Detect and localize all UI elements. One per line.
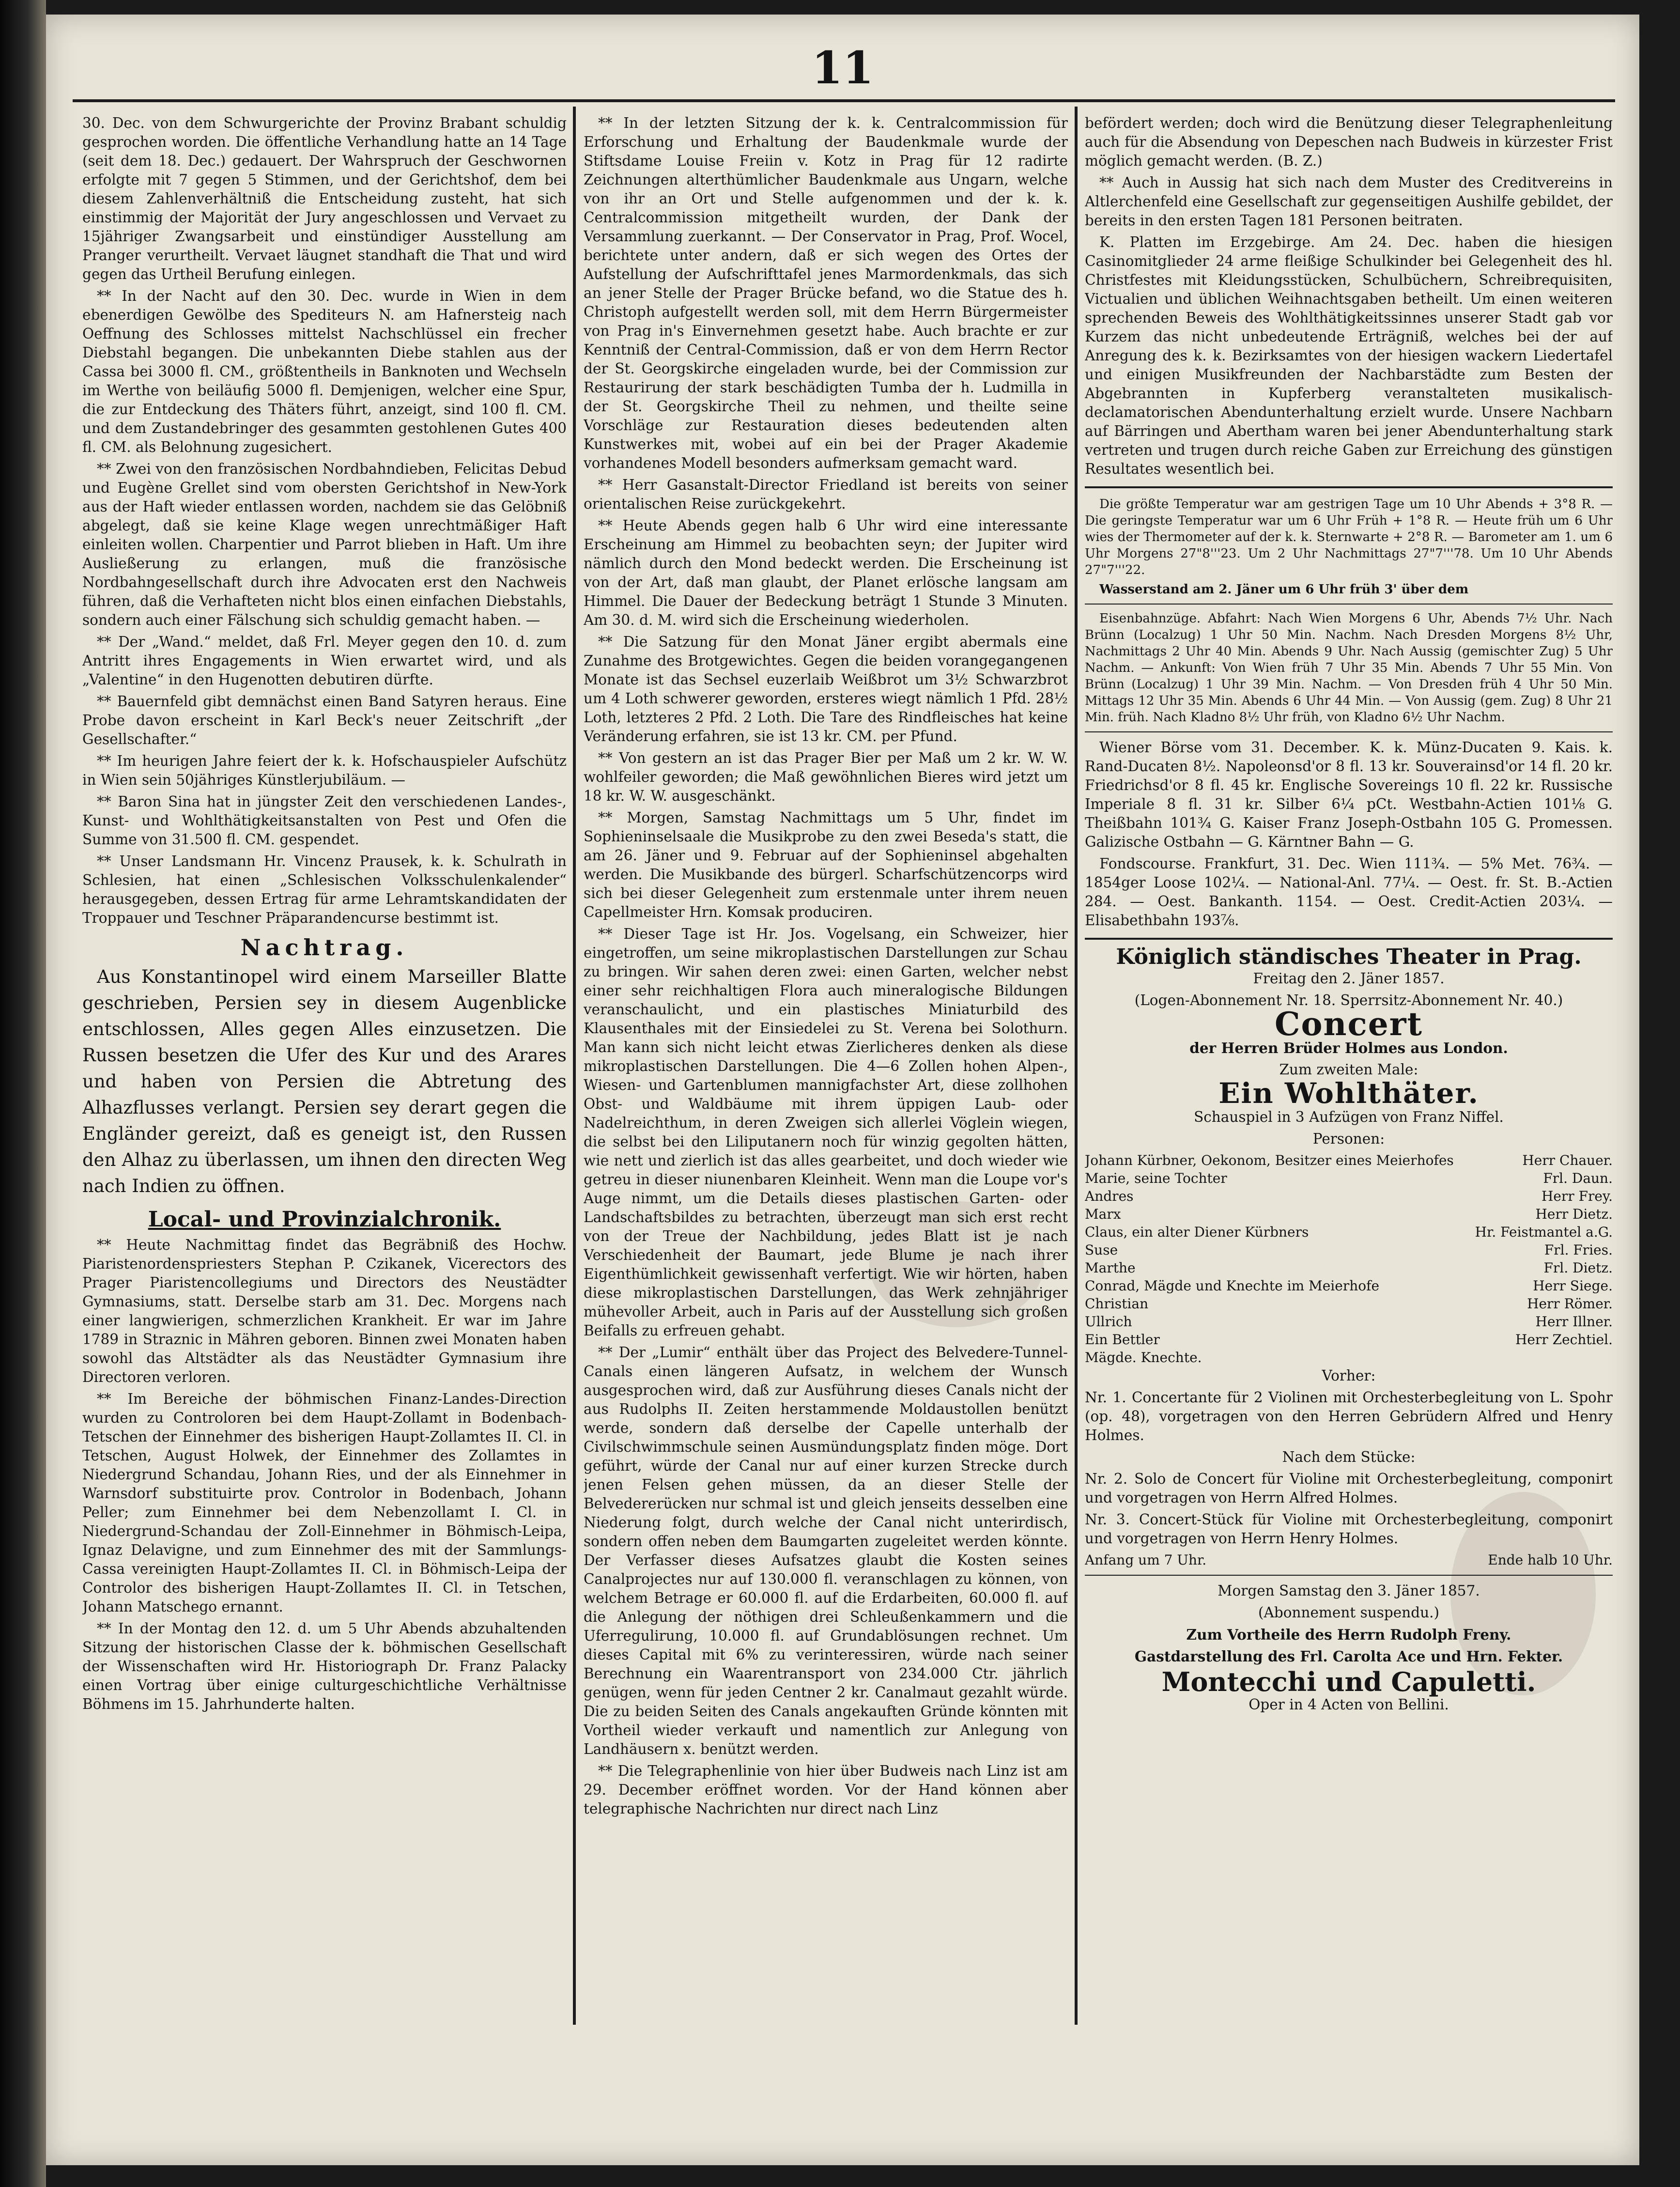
cast-actor: Herr Siege.	[1533, 1278, 1613, 1294]
cast-row	[1085, 1313, 1613, 1331]
column-2	[584, 114, 1068, 2027]
performers: der Herren Brüder Holmes aus London.	[1189, 1039, 1508, 1056]
cast-row	[1085, 1259, 1613, 1277]
article-paragraph: ** Im Bereiche der böhmischen Finanz-Landes-Direction wurden zu Controloren bei dem Haupt-Zollamt in Bodenbach-Tetschen der Einnehmer des bisherigen Haupt-Zollamtes II. Cl. in Tetschen, August Holwek, der Einnehmer des Zollamtes in Niedergrund Schandau, Johann Ries, und der als Einnehmer in Warnsdorf substituirte prov. Controlor in Bodenbach, Johann Peller; zum Einnehmer bei dem Nebenzollamt I. Cl. in Niedergrund-Schandau der Zoll-Einnehmer in Böhmisch-Leipa, Ignaz Delavigne, und zum Einnehmer des mit der Sammlungs-Cassa vereinigten Haupt-Zollamtes II. Cl. in Böhmisch-Leipa der Controlor des bisherigen Haupt-Zollamtes II. Cl. in Tetschen, Johann Matschego ernannt.	[82, 1391, 567, 1615]
nachtrag-paragraph: Aus Konstantinopel wird einem Marseiller Blatte geschrieben, Persien sey in diesem Augenblicke entschlossen, Alles gegen Alles einzusetzen. Die Russen besetzen die Ufer des Kur und des Arares und haben von Persien die Abtretung des Alhazflusses verlangt. Persien sey derart gegen die Engländer gereizt, daß es geneigt ist, den Russen den Alhaz zu überlassen, um ihnen den directen Weg nach Indien zu öffnen.	[82, 966, 567, 1196]
cast-actor: Herr Illner.	[1535, 1314, 1613, 1330]
cast-actor: Hr. Feistmantel a.G.	[1475, 1224, 1613, 1240]
page-number: 11	[811, 42, 874, 94]
article-paragraph: befördert werden; doch wird die Benützung dieser Telegraphenleitung auch für die Absendung von Depeschen nach Budweis in kürzester Frist möglich gemacht werden. (B. Z.)	[1085, 115, 1613, 169]
theatre-title: Königlich ständisches Theater in Prag.	[1116, 945, 1582, 969]
theatre-abonnement: (Logen-Abonnement Nr. 18. Sperrsitz-Abonnement Nr. 40.)	[1134, 992, 1563, 1008]
theatre-date: Freitag den 2. Jäner 1857.	[1253, 970, 1445, 987]
article-paragraph: ** Zwei von den französischen Nordbahndieben, Felicitas Debud und Eugène Grellet sind vom obersten Gerichtshof in New-York aus der Haft wieder entlassen worden, nachdem sie das Gelöbniß abgelegt, daß sie keine Klage wegen unrechtmäßiger Haft einleiten wollen. Charpentier und Parrot blieben in Haft. Um ihre Ausließerung zu erlangen, muß die französische Nordbahngesellschaft durch ihre Advocaten erst den Nachweis führen, daß die Verhafteten nicht blos einen einfachen Diebstahls, sondern auch einer Fälschung sich schuldig gemacht haben. —	[82, 461, 567, 628]
after-heading: Nach dem Stücke:	[1282, 1449, 1416, 1465]
article-paragraph: ** Morgen, Samstag Nachmittags um 5 Uhr, findet im Sophieninselsaale die Musikprobe zu den zwei Beseda's statt, die am 26. Jäner und 9. Februar auf der Sophieninsel abgehalten werden. Die Musikbande des bürgerl. Scharfschützencorps wird sich bei dieser Gelegenheit zum erstenmale unter ihrem neuen Capellmeister Hrn. Komsak produciren.	[584, 809, 1068, 920]
cast-role: Marthe	[1085, 1260, 1136, 1276]
article-paragraph: ** Der „Lumir“ enthält über das Project des Belvedere-Tunnel-Canals einen längeren Aufsatz, in welchem der Wunsch ausgesprochen wird, daß zur Ausführung dieses Canals nicht der aus Rudolphs II. Zeiten herstammende Moldaustollen benützt werde, sondern daß derselbe der Capelle unterhalb der Civilschwimmschule seinen Ausmündungsplatz finden möge. Dort geführt, würde der Canal nur auf einer kurzen Strecke durch jenen Felsen gehen müssen, da an dieser Stelle der Belvedererücken nur schmal ist und gleich jenseits desselben eine Niederung folgt, durch welche der Canal nicht unterirdisch, sondern offen neben dem Baumgarten zugeleitet werden könnte. Der Verfasser dieses Aufsatzes glaubt die Kosten seines Canalprojectes nur auf 130.000 fl. veranschlagen zu können, von welchem Betrage er 60.000 fl. auf die Erdarbeiten, 60.000 fl. auf die Anlegung der nöthigen drei Schleußenkammern und die Uferregulirung, 10.000 fl. auf Grundablösungen rechnet. Um dieses Capital mit 6% zu verinteressiren, würde nach seiner Berechnung ein Waarentransport von 234.000 Ctr. jährlich genügen, wenn für jeden Centner 2 kr. Canalmaut gezahlt würde. Die zu beiden Seiten des Canals angekauften Gründe könnten mit Vortheil wieder verkauft und namentlich zur Anlegung von Landhäusern x. benützt werden.	[584, 1344, 1068, 1757]
fonds-courses: Fondscourse. Frankfurt, 31. Dec. Wien 111¾. — 5% Met. 76¾. — 1854ger Loose 102¼. — National-Anl. 77¼. — Oest. fr. St. B.-Actien 284. — Oest. Bankanth. 1154. — Oest. Credit-Actien 203¼. — Elisabethbahn 193⅞.	[1085, 855, 1613, 929]
cast-role: Marie, seine Tochter	[1085, 1170, 1227, 1186]
article-paragraph: ** Die Telegraphenlinie von hier über Budweis nach Linz ist am 29. December eröffnet worden. Vor der Hand können aber telegraphische Nachrichten nur direct nach Linz	[584, 1763, 1068, 1817]
cast-role: Ullrich	[1085, 1314, 1132, 1330]
cast-row	[1085, 1241, 1613, 1259]
column-divider	[1075, 107, 1078, 2025]
cast-row	[1085, 1151, 1613, 1169]
column-1	[82, 114, 567, 2027]
start-end-times	[1085, 1551, 1613, 1569]
article-paragraph: ** Heute Nachmittag findet das Begräbniß des Hochw. Piaristenordenspriesters Stephan P. Czikanek, Vicerectors des Prager Piaristencollegiums und Directors des Neustädter Gymnasiums, statt. Derselbe starb am 31. Dec. Morgens nach einer langwierigen, schmerzlichen Krankheit. Er war im Jahre 1789 in Straznic in Mähren geboren. Binnen zwei Monaten haben sowohl das Altstädter als das Neustädter Gymnasium ihre Directoren verloren.	[82, 1237, 567, 1385]
article-paragraph: ** Heute Abends gegen halb 6 Uhr wird eine interessante Erscheinung am Himmel zu beobachten seyn; der Jupiter wird nämlich durch den Mond bedeckt werden. Die Erscheinung ist von der Art, daß man glaubt, der Planet erlösche langsam am Himmel. Die Dauer der Bedeckung beträgt 1 Stunde 3 Minuten. Am 30. d. M. wird sich die Erscheinung wiederholen.	[584, 517, 1068, 628]
local-chronicle-heading: Local- und Provinzialchronik.	[148, 1207, 501, 1232]
cast-actor: Herr Chauer.	[1522, 1152, 1613, 1168]
article-paragraph: ** Der „Wand.“ meldet, daß Frl. Meyer gegen den 10. d. zum Antritt ihres Engagements in Wien erwartet wird, und als „Valentine“ in den Hugenotten debutiren dürfte.	[82, 634, 567, 688]
before-heading: Vorher:	[1322, 1367, 1376, 1384]
cast-row	[1085, 1205, 1613, 1223]
second-time-note: Zum zweiten Male:	[1279, 1061, 1418, 1078]
vienna-stock-exchange: Wiener Börse vom 31. December. K. k. Münz-Ducaten 9. Kais. k. Rand-Ducaten 8½. Napoleonsd'or 8 fl. 13 kr. Souverainsd'or 14 fl. 20 kr. Friedrichsd'or 8 fl. 45 kr. Englische Sovereings 10 fl. 22 kr. Russische Imperiale 8 fl. 31 kr. Silber 6¼ pCt. Westbahn-Actien 101⅛ G. Theißbahn 101¾ G. Kaiser Franz Joseph-Ostbahn 105 G. Promessen. Galizische Ostbahn — G. Kärntner Bahn — G.	[1085, 739, 1613, 850]
opera-title: Montecchi und Capuletti.	[1161, 1666, 1536, 1697]
concert-programme	[1085, 1366, 1613, 1569]
cast-role: Andres	[1085, 1188, 1134, 1204]
section-rule	[1085, 604, 1613, 605]
article-paragraph: ** In der Montag den 12. d. um 5 Uhr Abends abzuhaltenden Sitzung der historischen Classe der k. böhmischen Gesellschaft der Wissenschaften wird Hr. Historiograph Dr. Franz Palacky einen Vortrag über einige culturgeschichtliche Verhältnisse Böhmens im 15. Jahrhunderte halten.	[82, 1620, 567, 1712]
article-paragraph: 30. Dec. von dem Schwurgerichte der Provinz Brabant schuldig gesprochen worden. Die öffentliche Verhandlung hatte an 14 Tage (seit dem 18. Dec.) gedauert. Der Wahrspruch der Geschwornen erfolgte mit 7 gegen 5 Stimmen, und der Gerichtshof, dem bei diesem Zahlenverhältniß die Entscheidung zusteht, hat sich einstimmig der Majorität der Jury angeschlossen und Vervaet zu 15jähriger Zwangsarbeit und einstündiger Ausstellung am Pranger verurtheilt. Vervaet läugnet standhaft die That und wird gegen das Urtheil Berufung einlegen.	[82, 115, 567, 282]
abonnement-suspended: (Abonnement suspendu.)	[1258, 1604, 1439, 1621]
cast-actor: Herr Zechtiel.	[1515, 1332, 1613, 1348]
article-paragraph: ** Von gestern an ist das Prager Bier per Maß um 2 kr. W. W. wohlfeiler geworden; die Maß gewöhnlichen Bieres wird jetzt um 18 kr. W. W. ausgeschänkt.	[584, 750, 1068, 804]
cast-role: Mägde. Knechte.	[1085, 1349, 1202, 1365]
column-divider	[573, 107, 576, 2025]
cast-role: Christian	[1085, 1296, 1149, 1312]
concert-heading: Concert	[1275, 1005, 1423, 1043]
cast-row	[1085, 1187, 1613, 1205]
cast-row	[1085, 1277, 1613, 1295]
nachtrag-heading: Nachtrag.	[240, 934, 409, 961]
section-rule	[1085, 1575, 1613, 1576]
cast-row	[1085, 1331, 1613, 1349]
benefit-note: Zum Vortheile des Herrn Rudolph Freny.	[1186, 1626, 1511, 1643]
opera-subtitle: Oper in 4 Acten von Bellini.	[1248, 1696, 1449, 1713]
cast-actor: Frl. Daun.	[1543, 1170, 1613, 1186]
cast-row	[1085, 1223, 1613, 1241]
start-time: Anfang um 7 Uhr.	[1085, 1552, 1207, 1568]
cast-actor: Herr Frey.	[1541, 1188, 1613, 1204]
cast-heading: Personen:	[1312, 1131, 1385, 1147]
article-paragraph: ** Bauernfeld gibt demnächst einen Band Satyren heraus. Eine Probe davon erscheint in Karl Beck's neuer Zeitschrift „der Gesellschafter.“	[82, 693, 567, 747]
cast-role: Johann Kürbner, Oekonom, Besitzer eines Meierhofes	[1085, 1152, 1454, 1168]
article-paragraph: ** Unser Landsmann Hr. Vincenz Prausek, k. k. Schulrath in Schlesien, hat einen „Schlesischen Volksschulenkalender“ herausgegeben, dessen Ertrag für arme Lehramtskandidaten der Troppauer und Teschner Präparandencurse bestimmt ist.	[82, 853, 567, 926]
programme-item: Nr. 2. Solo de Concert für Violine mit Orchesterbegleitung, componirt und vorgetragen von Herrn Alfred Holmes.	[1085, 1471, 1613, 1506]
article-paragraph: ** Auch in Aussig hat sich nach dem Muster des Creditvereins in Altlerchenfeld eine Gesellschaft zur gegenseitigen Aushilfe gebildet, der bereits in den ersten Tagen 181 Personen beitraten.	[1085, 174, 1613, 229]
cast-actor: Herr Dietz.	[1535, 1206, 1613, 1222]
section-rule	[1085, 938, 1613, 940]
play-title: Ein Wohlthäter.	[1218, 1077, 1479, 1110]
article-paragraph: ** Baron Sina hat in jüngster Zeit den verschiedenen Landes-, Kunst- und Wohlthätigkeitsanstalten von Pest und Ofen die Summe von 31.500 fl. CM. gespendet.	[82, 793, 567, 848]
cast-row	[1085, 1295, 1613, 1313]
section-rule	[1085, 731, 1613, 732]
end-time: Ende halb 10 Uhr.	[1488, 1552, 1613, 1568]
cast-row	[1085, 1349, 1613, 1366]
newspaper-page	[46, 15, 1639, 2165]
water-level: Wasserstand am 2. Jäner um 6 Uhr früh 3' über dem	[1099, 582, 1469, 597]
cast-role: Claus, ein alter Diener Kürbners	[1085, 1224, 1309, 1240]
programme-item: Nr. 1. Concertante für 2 Violinen mit Orchesterbegleitung von L. Spohr (op. 48), vorgetragen von den Herren Gebrüdern Alfred und Henry Holmes.	[1085, 1389, 1613, 1443]
cast-row	[1085, 1169, 1613, 1187]
nachtrag-section	[82, 964, 567, 1199]
cast-actor: Frl. Dietz.	[1543, 1260, 1613, 1276]
programme-item: Nr. 3. Concert-Stück für Violine mit Orchesterbegleitung, componirt und vorgetragen von Herrn Henry Holmes.	[1085, 1511, 1613, 1547]
article-paragraph: ** Dieser Tage ist Hr. Jos. Vogelsang, ein Schweizer, hier eingetroffen, um seine mikroplastischen Darstellungen zur Schau zu bringen. Wir sahen deren zwei: einen Garten, welcher nebst einer sehr reichhaltigen Flora auch mineralogische Bildungen veranschaulicht, und ein plastisches Miniaturbild des Klausenthales mit der Einsiedelei zu St. Verena bei Solothurn. Man kann sich nicht leicht etwas Zierlicheres denken als diese mikroplastischen Darstellungen. Die 4—6 Zollen hohen Alpen-, Wiesen- und Gartenblumen mannigfachster Art, diese zollhohen Obst- und Waldbäume mit ihrem üppigen Laub- oder Nadelreichthum, in deren Zweigen sich allerlei Vöglein wiegen, die selbst bei den Liliputanern noch für winzig gegolten hätten, wie nett und zierlich ist das alles gearbeitet, und doch wieder wie getreu in dieser niunenbaren Kleinheit. Wenn man die Loupe vor's Auge nimmt, um die Details dieses plastischen Garten- oder Landschaftsbildes zu betrachten, überzeugt man sich erst recht von der Treue der Nachbildung, jedes Blatt ist je nach Verschiedenheit der Baumart, jede Blume je nach ihrer Eigenthümlichkeit gewissenhaft verfertigt. Wie wir hörten, haben diese mikroplastischen Darstellungen, das Werk zehnjähriger mühevoller Arbeit, auch in Paris auf der Ausstellung sich großen Beifalls zu erfreuen gehabt.	[584, 926, 1068, 1339]
cast-list	[1085, 1151, 1613, 1366]
cast-actor: Herr Römer.	[1527, 1296, 1613, 1312]
cast-role: Suse	[1085, 1242, 1118, 1258]
article-paragraph: ** Die Satzung für den Monat Jäner ergibt abermals eine Zunahme des Brotgewichtes. Gegen die beiden vorangegangenen Monate ist das Sechsel euzerlaib Weißbrot um 3½ Schwarzbrot um 4 Loth schwerer geworden, ersteres wiegt nämlich 1 Pfd. 28½ Loth, letzteres 2 Pfd. 2 Loth. Die Tare des Rindfleisches hat keine Veränderung erfahren, sie ist 13 kr. CM. per Pfund.	[584, 634, 1068, 745]
weather-report: Die größte Temperatur war am gestrigen Tage um 10 Uhr Abends + 3°8 R. — Die geringste Temperatur war um 6 Uhr Früh + 1°8 R. — Heute früh um 6 Uhr wies der Thermometer auf der k. k. Sternwarte + 2°8 R. — Barometer am 1. um 6 Uhr Morgens 27"8'''23. Um 2 Uhr Nachmittags 27"7'''78. Um 10 Uhr Abends 27"7'''22.	[1085, 497, 1613, 577]
cast-role: Conrad, Mägde und Knechte im Meierhofe	[1085, 1278, 1380, 1294]
article-paragraph: ** Herr Gasanstalt-Director Friedland ist bereits von seiner orientalischen Reise zurückgekehrt.	[584, 477, 1068, 512]
cast-role: Marx	[1085, 1206, 1121, 1222]
railway-timetable: Eisenbahnzüge. Abfahrt: Nach Wien Morgens 6 Uhr, Abends 7½ Uhr. Nach Brünn (Localzug) 1 Uhr 50 Min. Nachm. Nach Dresden Morgens 8½ Uhr, Nachmittags 2 Uhr 40 Min. Abends 9 Uhr. Nach Aussig (gemischter Zug) 5 Uhr Nachm. — Ankunft: Von Wien früh 7 Uhr 35 Min. Abends 7 Uhr 55 Min. Von Brünn (Localzug) 1 Uhr 39 Min. Nachm. — Von Dresden früh 4 Uhr 50 Min. Mittags 12 Uhr 35 Min. Abends 6 Uhr 44 Min. — Von Aussig (gem. Zug) 8 Uhr 21 Min. früh. Nach Kladno 8½ Uhr früh, von Kladno 6½ Uhr Nachm.	[1085, 611, 1613, 725]
guest-performance: Gastdarstellung des Frl. Carolta Ace und Hrn. Fekter.	[1134, 1648, 1563, 1665]
article-paragraph: ** In der letzten Sitzung der k. k. Centralcommission für Erforschung und Erhaltung der Baudenkmale wurde der Stiftsdame Louise Freiin v. Kotz in Prag für 12 radirte Zeichnungen alterthümlicher Baudenkmale aus Ungarn, welche von ihr an Ort und Stelle aufgenommen und der k. k. Centralcommission mitgetheilt wurden, der Dank der Versammlung zuerkannt. — Der Conservator in Prag, Prof. Wocel, berichtete unter andern, daß er sich wegen des Ortes der Aufstellung der Aufschrifttafel jenes Marmordenkmals, das sich an jener Stelle der Prager Brücke befand, wo die Statue des h. Christoph aufgestellt werden soll, mit dem Herrn Bürgermeister von Prag in's Einvernehmen gesetzt habe. Auch brachte er zur Kenntniß der Central-Commission, daß er von dem Herrn Rector der St. Georgskirche eingeladen wurde, bei der Commission zur Restaurirung der stark beschädigten Tumba der h. Ludmilla in der St. Georgskirche Theil zu nehmen, und theilte seine Vorschläge zur Restauration dieses bedeutenden alten Kunstwerkes mit, wobei auf ein bei der Prager Akademie vorhandenes Modell besonders aufmerksam gemacht ward.	[584, 115, 1068, 471]
cast-actor: Frl. Fries.	[1544, 1242, 1613, 1258]
play-subtitle: Schauspiel in 3 Aufzügen von Franz Niffel.	[1194, 1109, 1504, 1125]
next-performance-date: Morgen Samstag den 3. Jäner 1857.	[1218, 1582, 1480, 1599]
section-rule	[1085, 486, 1613, 488]
article-paragraph: K. Platten im Erzgebirge. Am 24. Dec. haben die hiesigen Casinomitglieder 24 arme fleißige Schulkinder bei Gelegenheit des hl. Christfestes mit Kleidungsstücken, Schulbüchern, Schreibrequisiten, Victualien und üblichen Weihnachtsgaben betheilt. Um einen weiteren sprechenden Beweis des Wohlthätigkeitssinnes unserer Stadt gab vor Kurzem das nicht unbedeutende Erträgniß, welches bei der auf Anregung des k. k. Bezirksamtes von der hiesigen wackern Liedertafel und einigen Musikfreunden der Nachbarstädte zum Besten der Abgebrannten in Kupferberg veranstalteten musikalisch-declamatorischen Abendunterhaltung erzielt wurde. Unsere Nachbarn auf Bärringen und Abertham waren bei jener Abendunterhaltung stark vertreten und trugen durch reiche Gaben zur Erreichung des günstigen Resultates wesentlich bei.	[1085, 234, 1613, 477]
article-paragraph: ** In der Nacht auf den 30. Dec. wurde in Wien in dem ebenerdigen Gewölbe des Spediteurs N. am Hafnersteig nach Oeffnung des Schlosses mittelst Nachschlüssel ein frecher Diebstahl begangen. Die unbekannten Diebe stahlen aus der Cassa bei 3000 fl. CM., größtentheils in Banknoten und Wechseln im Werthe von beiläufig 5000 fl. Demjenigen, welcher eine Spur, die zur Entdeckung des Thäters führt, anzeigt, sind 100 fl. CM. und dem Zustandebringer des gesammten gestohlenen Gutes 400 fl. CM. als Belohnung zugesichert.	[82, 288, 567, 455]
column-3	[1085, 114, 1613, 2027]
header-rule	[73, 99, 1615, 102]
scan-dark-margin	[0, 0, 46, 2187]
article-paragraph: ** Im heurigen Jahre feiert der k. k. Hofschauspieler Aufschütz in Wien sein 50jähriges Künstlerjubiläum. —	[82, 753, 567, 788]
cast-role: Ein Bettler	[1085, 1332, 1160, 1348]
